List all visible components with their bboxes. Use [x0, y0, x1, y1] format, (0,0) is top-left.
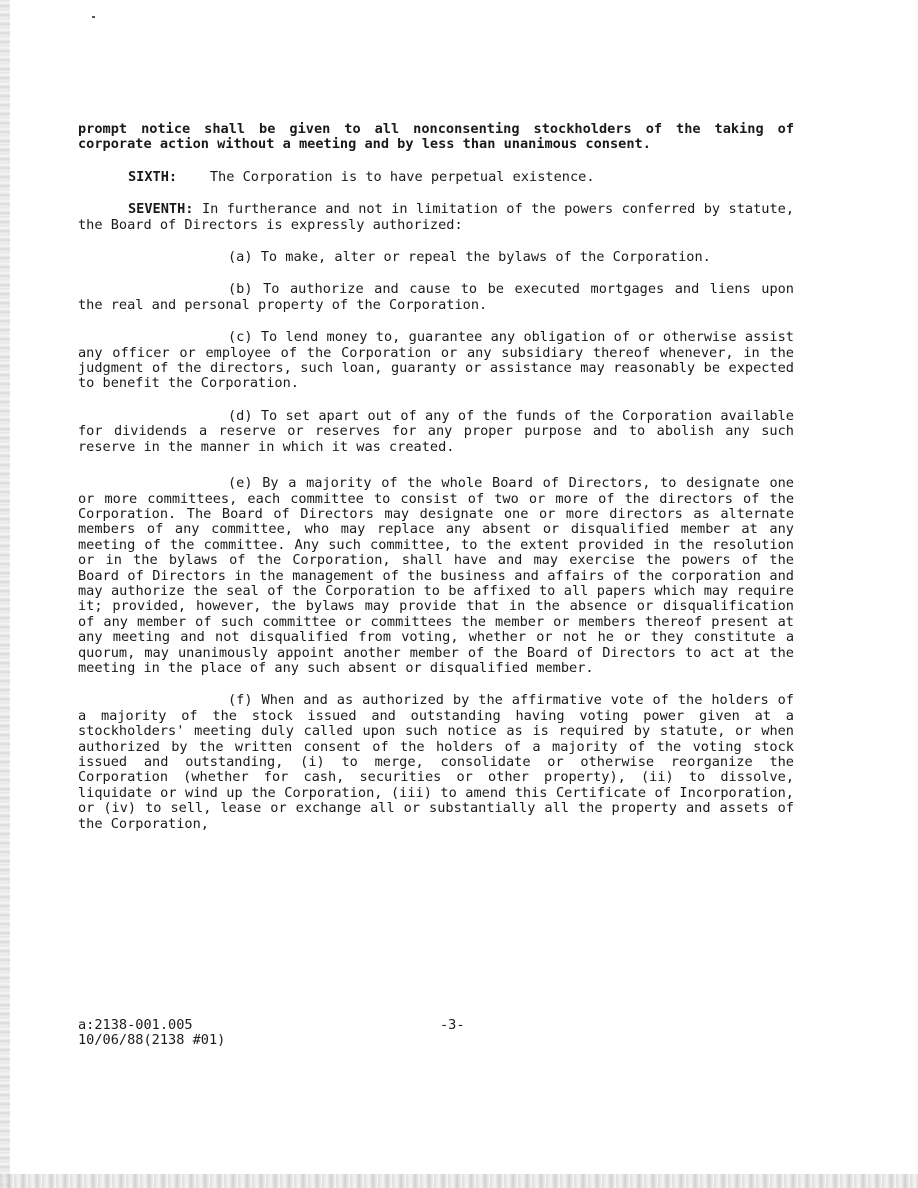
- footer-file-ref: a:2138-001.005: [78, 1017, 193, 1033]
- paragraph-item-a: (a) To make, alter or repeal the bylaws of the Corporation.: [228, 249, 711, 266]
- scan-edge-left: [0, 0, 10, 1188]
- seventh-label: SEVENTH:: [128, 201, 194, 218]
- paragraph-item-f: (f) When and as authorized by the affirmative vote of the holders of a majority of the stock issued and outstanding having voting power given at a stockholders' meeting duly called upon such notice as is required by statute, or when authorized by the written consent of the holders of a majority of the voting stock issued and outstanding, (i) to merge, consolidate or otherwise reorganize the Corporation (whether for cash, securities or other property), (ii) to dissolve, liquidate or wind up the Corporation, (iii) to amend this Certificate of Incorporation, or (iv) to sell, lease or exchange all or substantially all the property and assets of the Corporation,: [78, 692, 794, 832]
- paragraph-item-b: (b) To authorize and cause to be executed mortgages and liens upon the real and personal property of the Corporation.: [78, 281, 794, 313]
- paragraph-intro: prompt notice shall be given to all nonconsenting stockholders of the taking of corporate action without a meeting and by less than unanimous consent.: [78, 121, 794, 153]
- paragraph-item-d: (d) To set apart out of any of the funds of the Corporation available for dividends a reserve or reserves for any proper purpose and to abolish any such reserve in the manner in which it was created.: [78, 407, 794, 455]
- sixth-label: SIXTH:: [128, 168, 178, 185]
- document-body: [78, 122, 794, 832]
- sixth-text: The Corporation is to have perpetual existence.: [209, 168, 595, 185]
- scan-speck: [92, 16, 95, 18]
- paragraph-sixth: [78, 170, 794, 185]
- footer-date-ref: 10/06/88(2138 #01): [78, 1032, 226, 1049]
- scan-edge-bottom: [0, 1174, 918, 1188]
- seventh-text: In furtherance and not in limitation of the powers conferred by statute, the Board of Directors is expressly authorized:: [78, 201, 795, 233]
- paragraph-seventh: [78, 202, 794, 233]
- page-number: -3-: [440, 1017, 465, 1033]
- paragraph-item-e: (e) By a majority of the whole Board of Directors, to designate one or more committees, each committee to consist of two or more of the directors of the Corporation. The Board of Directors may designate one or more directors as alternate members of any committee, who may replace any absent or disqualified member at any meeting of the committee. Any such committee, to the extent provided in the resolution or in the bylaws of the Corporation, shall have and may exercise the powers of the Board of Directors in the management of the business and affairs of the corporation and may authorize the seal of the Corporation to be affixed to all papers which may require it; provided, however, the bylaws may provide that in the absence or disqualification of any member of such committee or committees the member or members thereof present at any meeting and not disqualified from voting, whether or not he or they constitute a quorum, may unanimously appoint another member of the Board of Directors to act at the meeting in the place of any such absent or disqualified member.: [78, 475, 794, 676]
- paragraph-item-c: (c) To lend money to, guarantee any obligation of or otherwise assist any officer or employee of the Corporation or any subsidiary thereof whenever, in the judgment of the directors, such loan, guaranty or assistance may reasonably be expected to benefit the Corporation.: [78, 329, 794, 392]
- page-footer: [78, 1018, 778, 1049]
